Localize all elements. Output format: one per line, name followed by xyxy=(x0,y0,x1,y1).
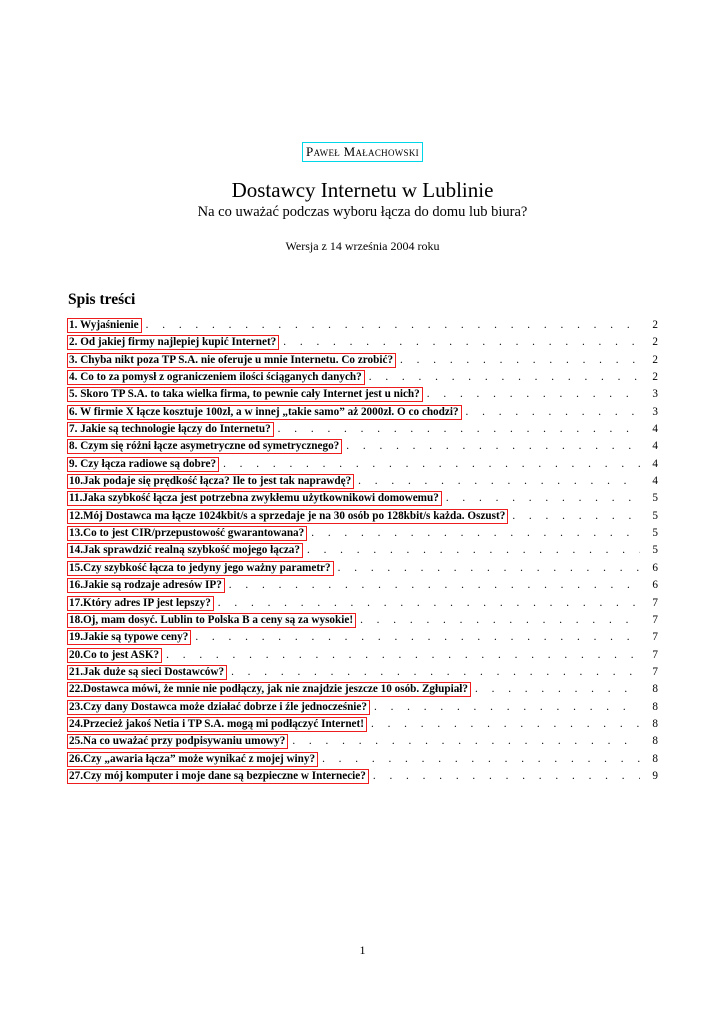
toc-page-number: 7 xyxy=(652,596,658,609)
toc-entry xyxy=(68,334,658,351)
toc-entry-link[interactable]: 6. W firmie X łącze kosztuje 100zł, a w innej „takie samo” aż 2000zł. O co chodzi? xyxy=(67,405,462,420)
toc-page-number: 3 xyxy=(652,388,658,401)
table-of-contents xyxy=(68,317,658,785)
toc-entry-link[interactable]: 11.Jaka szybkość łącza jest potrzebna zwykłemu użytkownikowi domowemu? xyxy=(67,491,442,506)
toc-leader-dots xyxy=(146,317,640,334)
toc-page-number: 3 xyxy=(652,405,658,418)
toc-page-number: 8 xyxy=(652,752,658,765)
toc-entry-link[interactable]: 12.Mój Dostawca ma łącze 1024kbit/s a sprzedaje je na 30 osób po 128kbit/s każda. Oszust? xyxy=(67,509,508,524)
toc-leader-dots xyxy=(223,456,640,473)
toc-leader-dots xyxy=(322,751,640,768)
toc-page-number: 5 xyxy=(652,509,658,522)
toc-entry xyxy=(68,473,658,490)
toc-leader-dots xyxy=(231,664,640,681)
toc-leader-dots xyxy=(358,473,640,490)
toc-entry xyxy=(68,577,658,594)
toc-entry-link[interactable]: 24.Przecież jakoś Netia i TP S.A. mogą mi podłączyć Internet! xyxy=(67,717,367,732)
toc-leader-dots xyxy=(360,612,640,629)
toc-entry-link[interactable]: 25.Na co uważać przy podpisywaniu umowy? xyxy=(67,734,288,749)
toc-leader-dots xyxy=(512,508,640,525)
toc-leader-dots xyxy=(371,716,640,733)
toc-entry-link[interactable]: 5. Skoro TP S.A. to taka wielka firma, to pewnie cały Internet jest u nich? xyxy=(67,387,423,402)
toc-page-number: 9 xyxy=(652,769,658,782)
toc-page-number: 5 xyxy=(652,492,658,505)
toc-entry-link[interactable]: 4. Co to za pomysł z ograniczeniem ilości ściąganych danych? xyxy=(67,370,365,385)
toc-leader-dots xyxy=(278,421,640,438)
toc-entry-link[interactable]: 7. Jakie są technologie łączy do Internetu? xyxy=(67,422,274,437)
document-subtitle: Na co uważać podczas wyboru łącza do domu lub biura? xyxy=(197,204,528,220)
author-block xyxy=(0,142,725,162)
toc-leader-dots xyxy=(229,577,640,594)
toc-page-number: 8 xyxy=(652,717,658,730)
toc-entry-link[interactable]: 1. Wyjaśnienie xyxy=(67,318,142,333)
toc-entry-link[interactable]: 21.Jak duże są sieci Dostawców? xyxy=(67,665,227,680)
toc-page-number: 2 xyxy=(652,371,658,384)
toc-entry xyxy=(68,317,658,334)
toc-leader-dots xyxy=(292,733,640,750)
toc-entry xyxy=(68,542,658,559)
toc-page-number: 4 xyxy=(652,440,658,453)
toc-entry xyxy=(68,612,658,629)
toc-entry xyxy=(68,560,658,577)
toc-page-number: 4 xyxy=(652,475,658,488)
toc-page-number: 2 xyxy=(652,336,658,349)
toc-page-number: 5 xyxy=(652,527,658,540)
toc-entry xyxy=(68,629,658,646)
toc-leader-dots xyxy=(446,490,640,507)
toc-entry xyxy=(68,404,658,421)
toc-page-number: 7 xyxy=(652,613,658,626)
toc-page-number: 7 xyxy=(652,631,658,644)
toc-page-number: 7 xyxy=(652,648,658,661)
toc-entry xyxy=(68,595,658,612)
toc-entry xyxy=(68,716,658,733)
toc-page-number: 2 xyxy=(652,319,658,331)
toc-entry xyxy=(68,508,658,525)
toc-entry-link[interactable]: 10.Jak podaje się prędkość łącza? Ile to jest tak naprawdę? xyxy=(67,474,354,489)
toc-entry xyxy=(68,751,658,768)
page-number: 1 xyxy=(359,943,366,957)
toc-leader-dots xyxy=(466,404,640,421)
toc-entry xyxy=(68,456,658,473)
toc-leader-dots xyxy=(218,595,640,612)
toc-entry-link[interactable]: 23.Czy dany Dostawca może działać dobrze i źle jednocześnie? xyxy=(67,700,370,715)
toc-entry xyxy=(68,421,658,438)
toc-leader-dots xyxy=(311,525,640,542)
version-date: Wersja z 14 września 2004 roku xyxy=(285,239,440,253)
toc-leader-dots xyxy=(283,334,640,351)
document-title: Dostawcy Internetu w Lublinie xyxy=(231,178,494,202)
toc-entry-link[interactable]: 26.Czy „awaria łącza” może wynikać z mojej winy? xyxy=(67,752,318,767)
toc-entry-link[interactable]: 19.Jakie są typowe ceny? xyxy=(67,630,191,645)
toc-entry xyxy=(68,352,658,369)
toc-entry-link[interactable]: 27.Czy mój komputer i moje dane są bezpieczne w Internecie? xyxy=(67,769,369,784)
toc-entry xyxy=(68,386,658,403)
toc-entry-link[interactable]: 15.Czy szybkość łącza to jedyny jego ważny parametr? xyxy=(67,561,334,576)
toc-entry-link[interactable]: 3. Chyba nikt poza TP S.A. nie oferuje u mnie Internetu. Co zrobić? xyxy=(67,353,396,368)
toc-leader-dots xyxy=(427,386,640,403)
toc-entry xyxy=(68,438,658,455)
toc-entry-link[interactable]: 14.Jak sprawdzić realną szybkość mojego łącza? xyxy=(67,543,303,558)
toc-page-number: 5 xyxy=(652,544,658,557)
toc-leader-dots xyxy=(307,542,640,559)
toc-page-number: 8 xyxy=(652,735,658,748)
toc-entry-link[interactable]: 9. Czy łącza radiowe są dobre? xyxy=(67,457,219,472)
toc-entry-link[interactable]: 22.Dostawca mówi, że mnie nie podłączy, jak nie znajdzie jeszcze 10 osób. Zgłupiał? xyxy=(67,682,471,697)
toc-page-number: 8 xyxy=(652,683,658,696)
toc-entry xyxy=(68,664,658,681)
toc-leader-dots xyxy=(338,560,640,577)
toc-leader-dots xyxy=(400,352,640,369)
toc-entry-link[interactable]: 13.Co to jest CIR/przepustowość gwarantowana? xyxy=(67,526,307,541)
toc-entry xyxy=(68,733,658,750)
toc-page-number: 4 xyxy=(652,423,658,436)
toc-entry xyxy=(68,369,658,386)
toc-entry-link[interactable]: 20.Co to jest ASK? xyxy=(67,648,162,663)
toc-page-number: 6 xyxy=(652,579,658,592)
toc-leader-dots xyxy=(195,629,640,646)
toc-page-number: 6 xyxy=(652,561,658,574)
toc-entry-link[interactable]: 17.Który adres IP jest lepszy? xyxy=(67,596,214,611)
toc-entry xyxy=(68,525,658,542)
toc-leader-dots xyxy=(475,681,640,698)
toc-entry xyxy=(68,490,658,507)
toc-leader-dots xyxy=(373,768,640,785)
toc-entry-link[interactable]: 8. Czym się różni łącze asymetryczne od symetrycznego? xyxy=(67,439,342,454)
toc-leader-dots xyxy=(166,647,640,664)
toc-leader-dots xyxy=(374,699,640,716)
author-link[interactable]: Paweł Małachowski xyxy=(302,142,423,162)
toc-entry xyxy=(68,681,658,698)
toc-entry-link[interactable]: 16.Jakie są rodzaje adresów IP? xyxy=(67,578,225,593)
toc-entry-link[interactable]: 2. Od jakiej firmy najlepiej kupić Internet? xyxy=(67,335,279,350)
toc-entry xyxy=(68,647,658,664)
toc-leader-dots xyxy=(346,438,640,455)
toc-leader-dots xyxy=(369,369,640,386)
toc-page-number: 4 xyxy=(652,457,658,470)
toc-page-number: 8 xyxy=(652,700,658,713)
toc-entry xyxy=(68,768,658,785)
toc-entry xyxy=(68,699,658,716)
toc-entry-link[interactable]: 18.Oj, mam dosyć. Lublin to Polska B a ceny są za wysokie! xyxy=(67,613,356,628)
toc-page-number: 7 xyxy=(652,665,658,678)
toc-page-number: 2 xyxy=(652,353,658,366)
toc-heading: Spis treści xyxy=(68,291,136,308)
